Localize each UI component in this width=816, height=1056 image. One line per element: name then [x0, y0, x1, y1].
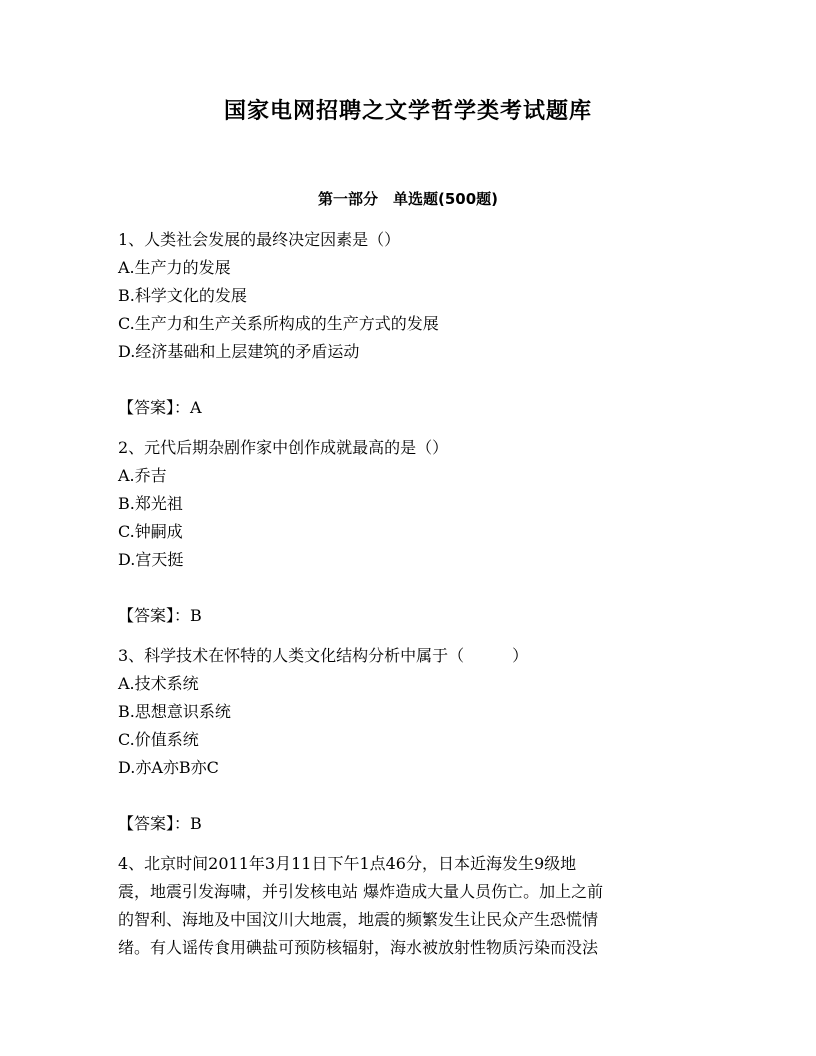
option-c: C.生产力和生产关系所构成的生产方式的发展 [118, 314, 439, 333]
question-stem-line: 4、北京时间2011年3月11日下午1点46分，日本近海发生9级地 [118, 854, 577, 873]
question-stem: 3、科学技术在怀特的人类文化结构分析中属于（ ） [118, 646, 529, 665]
section-title: 第一部分 单选题(500题) [317, 190, 499, 208]
question-stem-line: 的智利、海地及中国汶川大地震，地震的频繁发生让民众产生恐慌情 [118, 910, 599, 929]
option-d: D.宫天挺 [118, 550, 184, 569]
option-c: C.价值系统 [118, 730, 199, 749]
question-2 [118, 434, 698, 574]
question-4 [118, 850, 698, 962]
option-b: B.思想意识系统 [118, 702, 231, 721]
answer-2: 【答案】：B [118, 606, 202, 625]
question-1 [118, 226, 698, 366]
question-stem: 2、元代后期杂剧作家中创作成就最高的是（） [118, 438, 449, 457]
option-a: A.技术系统 [118, 674, 199, 693]
question-stem-line: 震，地震引发海啸，并引发核电站 爆炸造成大量人员伤亡。加上之前 [118, 882, 604, 901]
question-stem-line: 绪。有人谣传食用碘盐可预防核辐射，海水被放射性物质污染而没法 [118, 938, 599, 957]
answer-3: 【答案】：B [118, 814, 202, 833]
option-a: A.生产力的发展 [118, 258, 231, 277]
option-c: C.钟嗣成 [118, 522, 183, 541]
page-title: 国家电网招聘之文学哲学类考试题库 [223, 98, 592, 124]
question-stem: 1、人类社会发展的最终决定因素是（） [118, 230, 401, 249]
option-b: B.郑光祖 [118, 494, 183, 513]
option-b: B.科学文化的发展 [118, 286, 247, 305]
option-a: A.乔吉 [118, 466, 167, 485]
option-d: D.经济基础和上层建筑的矛盾运动 [118, 342, 360, 361]
option-d: D.亦A亦B亦C [118, 758, 219, 777]
answer-1: 【答案】：A [118, 398, 202, 417]
question-3 [118, 642, 698, 782]
